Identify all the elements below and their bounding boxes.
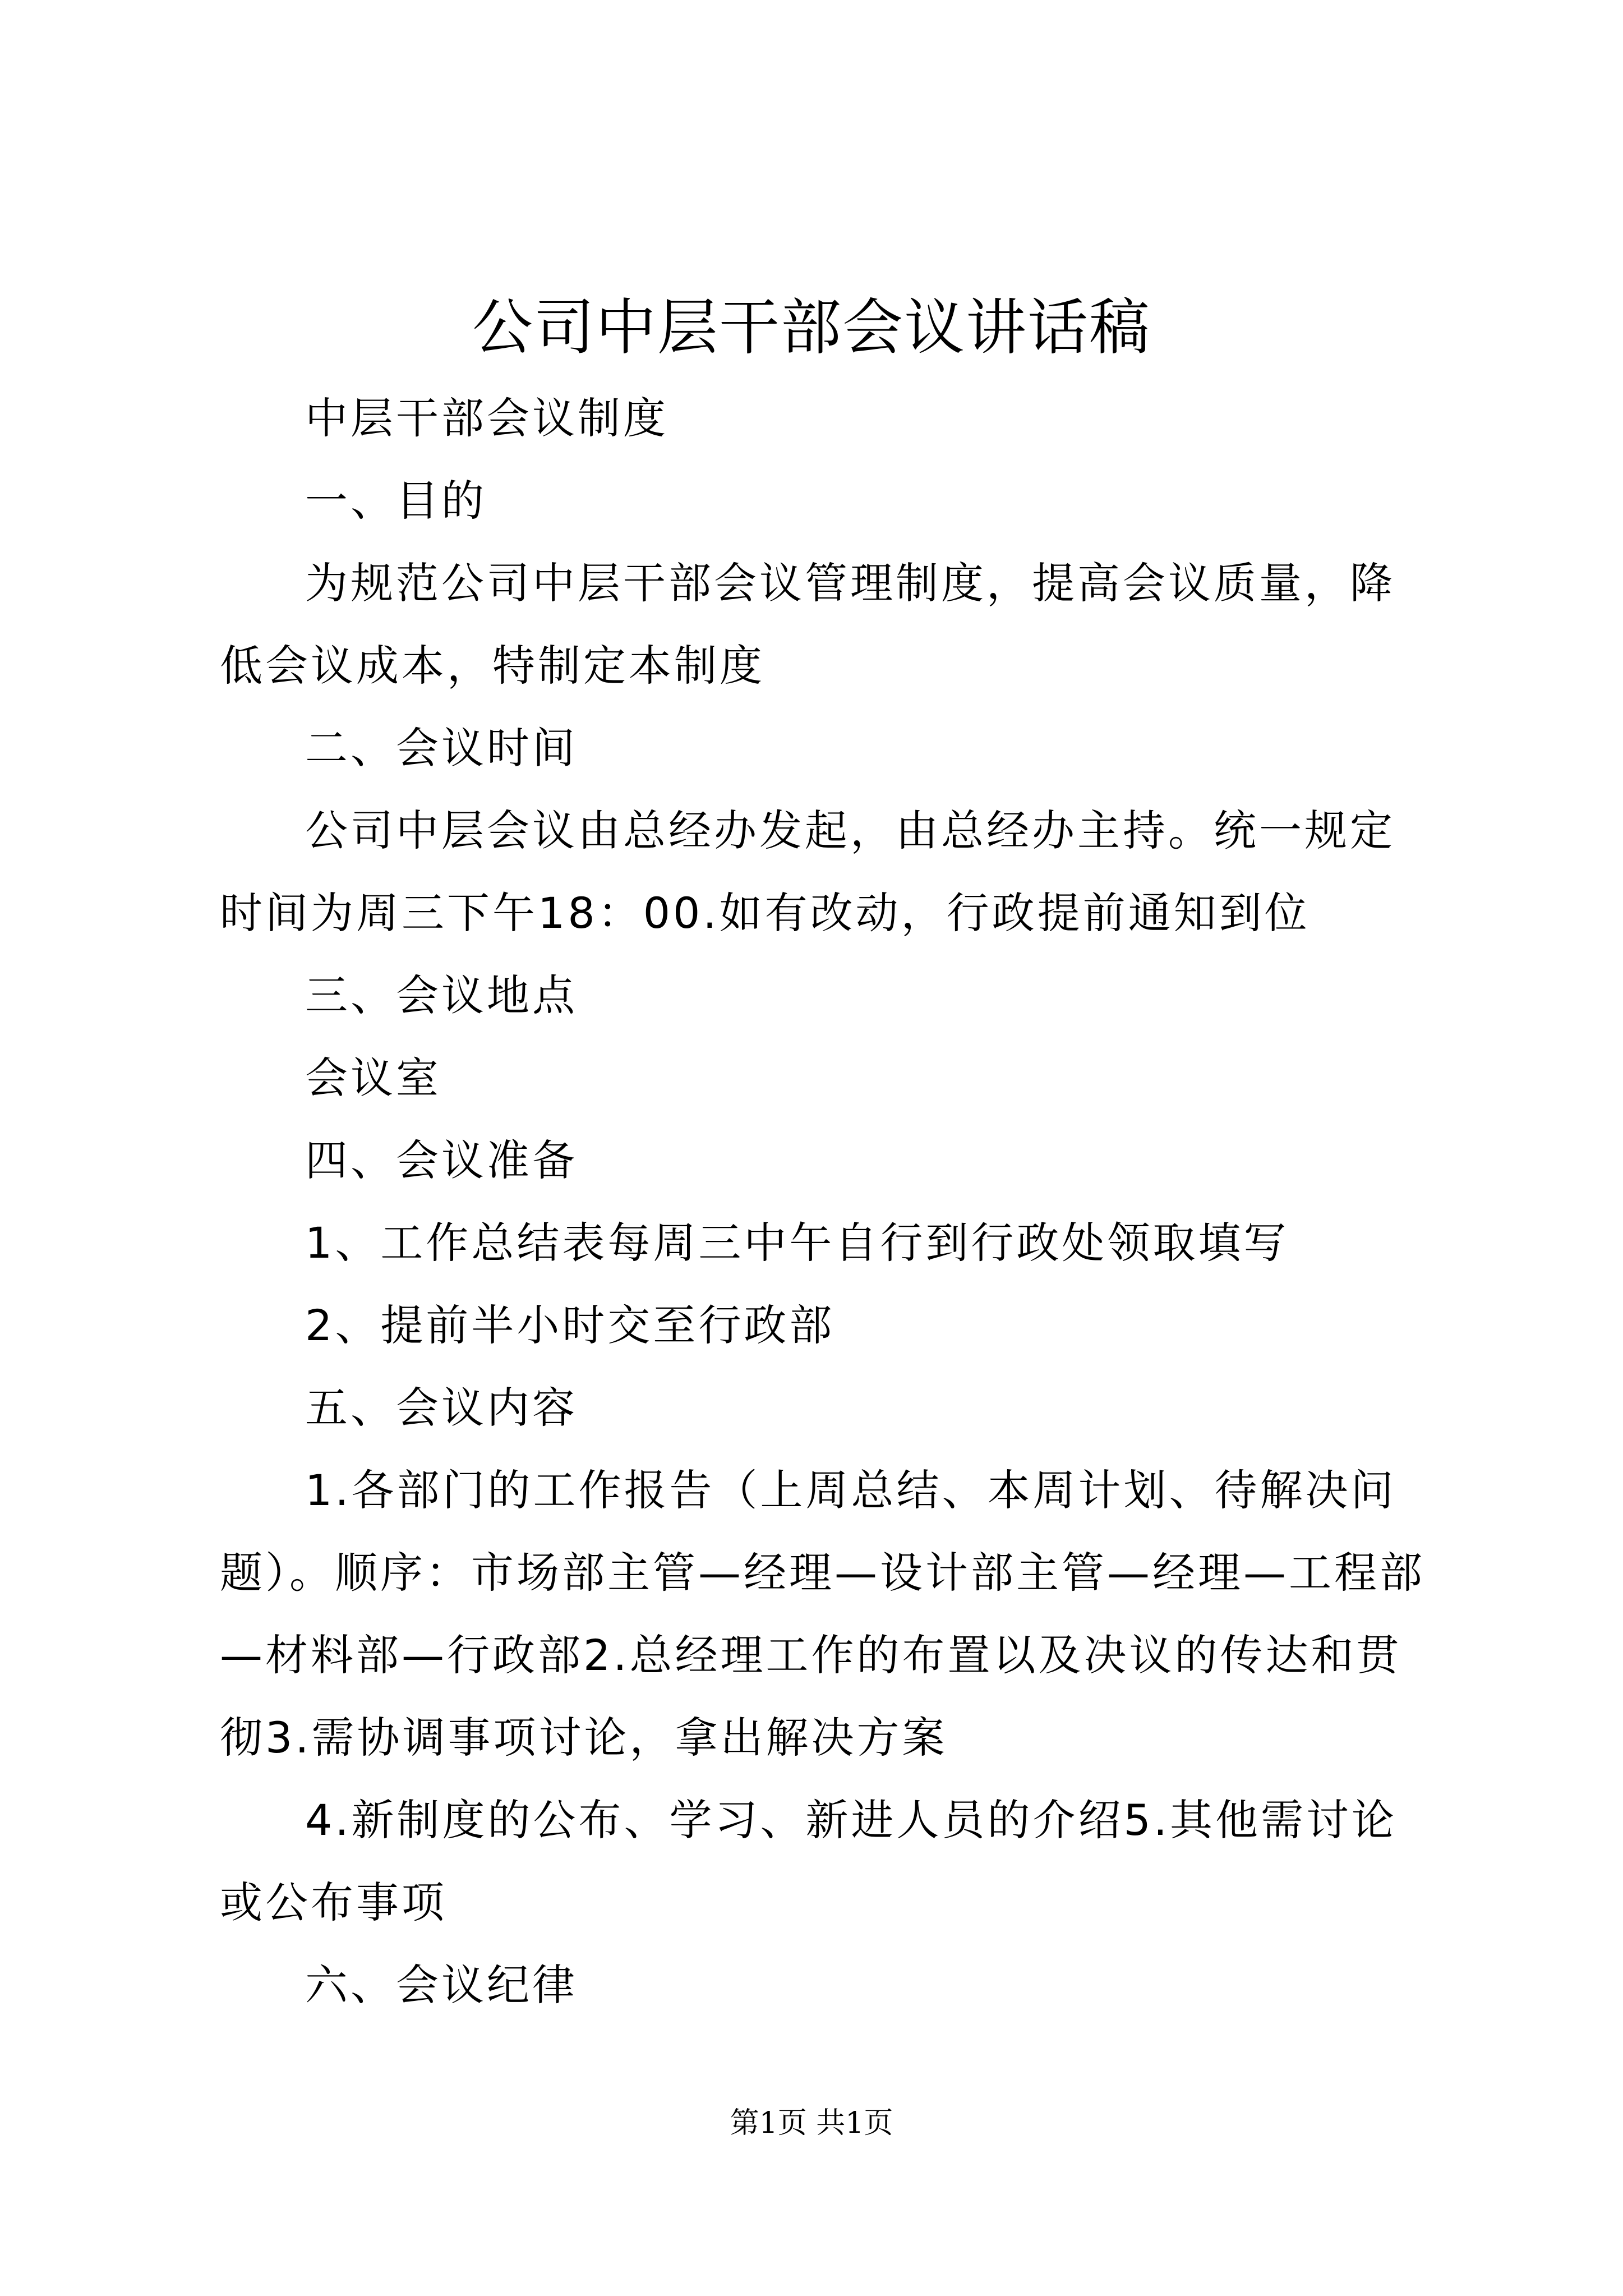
paragraph-content-heading: 五、会议内容 (305, 1383, 578, 1433)
paragraph-content-items-1-3: 1.各部门的工作报告（上周总结、本周计划、待解决问题）。顺序：市场部主管—经理—设计部主管—经理—工程部—材料部—行政部2.总经理工作的布置以及决议的传达和贯彻3.需协调事项讨论，拿出解决方案 (220, 1465, 1425, 1763)
paragraph-time-text: 公司中层会议由总经办发起，由总经办主持。统一规定时间为周三下午18：00.如有改动，行政提前通知到位 (220, 806, 1395, 938)
paragraph-location-text: 会议室 (305, 1053, 441, 1103)
paragraph-preparation-item-1: 1、工作总结表每周三中午自行到行政处领取填写 (305, 1218, 1289, 1268)
paragraph-content-items-4-5: 4.新制度的公布、学习、新进人员的介绍5.其他需讨论或公布事项 (220, 1795, 1398, 1927)
paragraph-preparation-heading: 四、会议准备 (305, 1135, 578, 1185)
paragraph-purpose-text: 为规范公司中层干部会议管理制度，提高会议质量，降低会议成本，特制定本制度 (220, 558, 1395, 691)
paragraph-preparation-item-2: 2、提前半小时交至行政部 (305, 1300, 835, 1350)
paragraph-location-heading: 三、会议地点 (305, 970, 578, 1020)
document-body (220, 377, 1426, 2026)
paragraph-section-heading: 中层干部会议制度 (305, 393, 668, 443)
page-footer: 第1页 共1页 (730, 2106, 893, 2140)
paragraph-time-heading: 二、会议时间 (305, 723, 578, 773)
document-title: 公司中层干部会议讲话稿 (472, 293, 1151, 363)
paragraph-purpose-heading: 一、目的 (305, 476, 487, 526)
paragraph-discipline-heading: 六、会议纪律 (305, 1960, 578, 2010)
